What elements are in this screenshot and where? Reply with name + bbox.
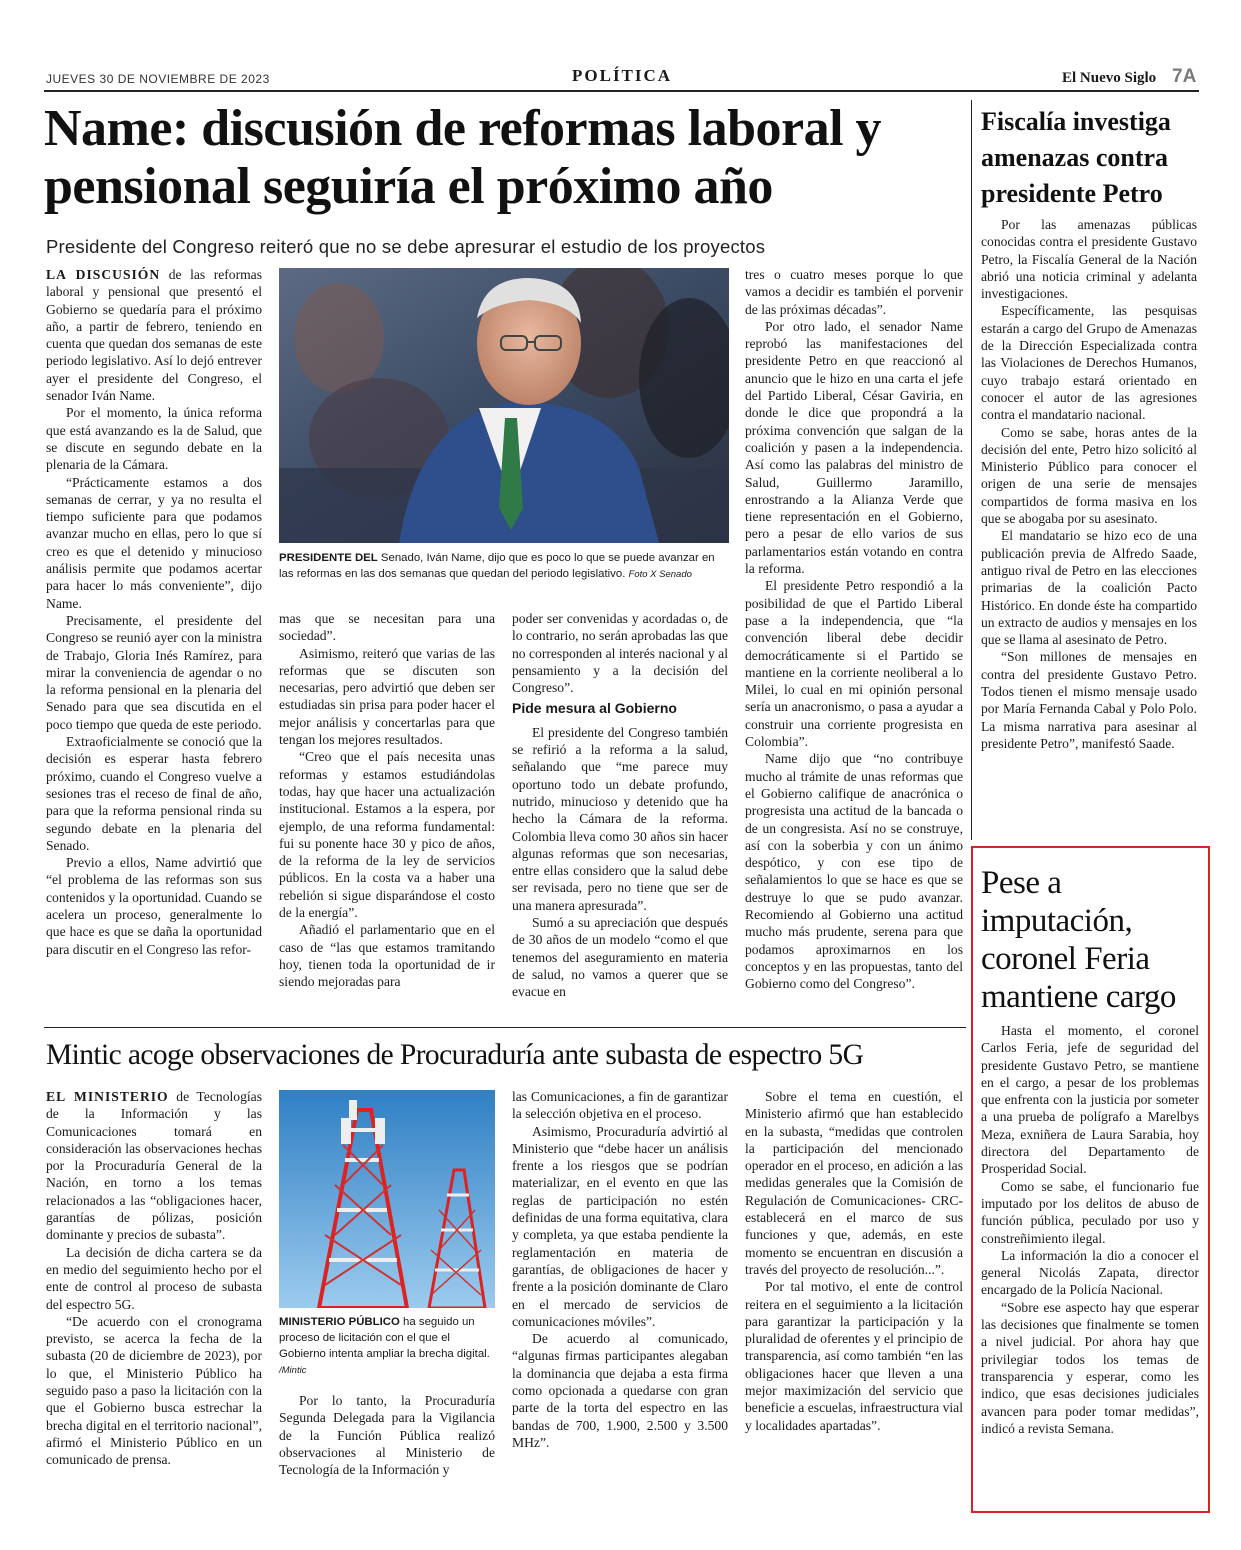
sidebar-p5: “Son millones de mensajes en contra del presidente Gustavo Petro. Todos tienen el mismo mensaje usado por María Fernanda Cabal y Polo Polo. La misma narrativa para asesinar al presidente Petro”, manifestó Saade.	[981, 649, 1197, 751]
second-col-2	[279, 1392, 495, 1512]
photo-credit: Foto X Senado	[628, 569, 692, 580]
main-col-1	[46, 266, 262, 1020]
header-rule	[44, 90, 1199, 92]
second-col-1	[46, 1088, 262, 1508]
caption-lead: PRESIDENTE DEL	[279, 552, 378, 564]
main-p4: Precisamente, el presidente del Congreso se reunió ayer con la ministra de Trabajo, Gloria Inés Ramírez, para mirar la conveniencia de agendar o no la reforma pensional en la plenaria del Senado para que sea discutida en el poco tiempo que queda de este periodo.	[46, 612, 262, 732]
main-crosshead: Pide mesura al Gobierno	[512, 700, 677, 717]
second-caption-lead: MINISTERIO PÚBLICO	[279, 1316, 400, 1328]
second-c3-p3: De acuerdo al comunicado, “algunas firmas participantes alegaban la dominancia que dejaba a esta firma como opcionada a quedarse con gran parte de la torta del espectro en las bandas de 700, 1.900, 2.500 y 3.500 MHz”.	[512, 1331, 728, 1450]
main-headline: Name: discusión de reformas laboral y pensional seguiría el próximo año	[44, 100, 882, 215]
sidebar-p1: Por las amenazas públicas conocidas contra el presidente Gustavo Petro, la Fiscalía General de la Nación abrió una noticia criminal y adelanta investigaciones.	[981, 217, 1197, 302]
section-title: POLÍTICA	[572, 66, 673, 85]
boxed-body	[981, 1022, 1199, 1504]
main-c2-p1: mas que se necesitan para una sociedad”.	[279, 611, 495, 644]
main-c3-p1: El presidente del Congreso también se refirió a la reforma a la salud, señalando que “me parece muy oportuno todo un debate profundo, nutrido, minucioso y detenido que ha hecho la Cámara de la reforma. Colombia lleva como 30 años sin hacer algunas reformas que son necesarias, entre ellas considero que la salud debe ser revisada, pero no tiene que ser de una manera apresurada”.	[512, 724, 728, 913]
sidebar-p4: El mandatario se hizo eco de una publicación previa de Alfredo Saade, antiguo rival de Petro en las elecciones primarias de la coalición Pacto Histórico. En donde éste ha compartido un extracto de audios y mensajes en los que se llama al asesinato de Petro.	[981, 528, 1197, 648]
sidebar-separator	[971, 100, 972, 840]
main-p6: Previo a ellos, Name advirtió que “el problema de las reformas son sus contenidos y la oportunidad. Cuando se acelera un proceso, generalmente lo que hace es que se daña la oportunidad para discutir en el Congreso las refor-	[46, 855, 262, 957]
main-c4-p4: Name dijo que “no contribuye mucho al trámite de unas reformas que el Gobierno califique de anacrónica o progresista una actitud de la bancada o de un congresista. Así no se construye, así con la soberbia y con un ánimo despótico, y con ese tipo de señalamientos lo que se hace es que se destruye lo que se pudo avanzar. Recomiendo al Gobierno una actitud mucho más prudente, serena para que podamos aproximarnos en los conceptos y en las propuestas, tanto del Gobierno como del Congreso”.	[745, 751, 963, 992]
sidebar-headline: Fiscalía investiga amenazas contra presidente Petro	[981, 107, 1171, 208]
main-c3-p0: poder ser convenidas y acordadas o, de lo contrario, no serán aprobadas las que no corresponden al interés nacional y al pensamiento y a la decisión del Congreso”.	[512, 611, 728, 696]
main-p2: Por el momento, la única reforma que está avanzando es la de Salud, que se discute en segundo debate en la plenaria de la Cámara.	[46, 405, 262, 473]
boxed-p2: Como se sabe, el funcionario fue imputado por los delitos de abuso de función pública, peculado por uso y constreñimiento ilegal.	[981, 1178, 1199, 1246]
second-c4-p2: Por tal motivo, el ente de control reitera en el seguimiento a la licitación para garantizar la participación y la pluralidad de oferentes y el principio de transparencia, así como también “en las obligaciones hacer que lleven a una mejor maximización del servicio que beneficie a escuelas, infraestructura vial y localidades apartadas”.	[745, 1279, 963, 1433]
second-lead-word: EL MINISTERIO	[46, 1089, 169, 1104]
second-c3-p2: Asimismo, Procuraduría advirtió al Ministerio que “debe hacer un análisis frente a los riesgos que se podrían materializar, en el evento en que las reglas de participación no estén definidas de una forma equitativa, clara y completa, ya que estaba pendiente la reglamentación en materia de garantías, de obligaciones de hacer y frente a la posición dominante de Claro en el mercado de servicios de comunicaciones móviles”.	[512, 1123, 728, 1329]
second-col-4	[745, 1088, 963, 1508]
second-caption-text: ha seguido un proceso de licitación con el que el Gobierno intenta ampliar la brecha digital.	[279, 1316, 490, 1360]
main-c3-p2: Sumó a su apreciación que después de 30 años de un modelo “como el que tenemos del aseguramiento en materia de salud, no vamos a querer que se evacue en	[512, 915, 728, 1000]
second-p1: de Tecnologías de la Información y las Comunicaciones tomará en consideración las observaciones hechas por la Procuraduría General de la Nación, en torno a los temas relacionados a las “obligaciones hacer, garantías de pólizas, posición dominante y precios de subasta”.	[46, 1089, 262, 1243]
main-c4-p3: El presidente Petro respondió a la posibilidad de que el Partido Liberal pase a la independencia, que “la convención liberal debe decidir democráticamente si el Partido se mantiene en la corriente neoliberal a lo Milei, lo cual en mi opinión personal sería un anacronismo, o pasa a ayudar a construir una corriente progresista en Colombia”.	[745, 578, 963, 750]
second-c4-p1: Sobre el tema en cuestión, el Ministerio afirmó que han establecido en la subasta, “medidas que controlen la participación del mencionado operador en el proceso, en adición a las medidas generales que la Comisión de Regulación de Comunicaciones- CRC- establecerá en el marco de sus funciones y que, además, en este momento se encuentran en discusión a través del proyecto de resolución...”.	[745, 1089, 963, 1277]
sidebar-body	[981, 216, 1197, 842]
main-lead-word: LA DISCUSIÓN	[46, 267, 161, 282]
main-photo	[279, 268, 729, 543]
page-date: JUEVES 30 DE NOVIEMBRE DE 2023	[46, 72, 270, 86]
second-photo	[279, 1090, 495, 1308]
second-c2-p1: Por lo tanto, la Procuraduría Segunda Delegada para la Vigilancia de la Función Pública realizó observaciones al Ministerio de Tecnología de la Información y	[279, 1393, 495, 1478]
main-c4-p1: tres o cuatro meses porque lo que vamos a decidir es también el porvenir de las próximas décadas”.	[745, 267, 963, 317]
main-col-3	[512, 610, 728, 1020]
boxed-headline: Pese a imputación, coronel Feria mantiene cargo	[981, 865, 1176, 1015]
second-col-3	[512, 1088, 728, 1508]
main-photo-caption	[279, 550, 729, 583]
main-p5: Extraoficialmente se conoció que la decisión es esperar hasta febrero próximo, cuando el Congreso vuelve a sesiones tras el receso de final de año, para que la reforma pensional rinda su segundo debate en la plenaria del Senado.	[46, 734, 262, 853]
boxed-p4: “Sobre ese aspecto hay que esperar las decisiones que finalmente se tomen a nivel judicial. Por ahora hay que privilegiar todos los temas de transparencia y esperar, como les indico, que esas decisiones judiciales avancen para poder tomar medidas”, indicó a revista Semana.	[981, 1299, 1199, 1436]
page-number: 7A	[1172, 66, 1197, 87]
senator-photo-illustration	[279, 268, 729, 543]
newspaper-brand: El Nuevo Siglo	[1062, 70, 1157, 86]
second-p2: La decisión de dicha cartera se da en medio del seguimiento hecho por el ente de control al proceso de subasta del espectro 5G.	[46, 1244, 262, 1312]
caption-text: Senado, Iván Name, dijo que es poco lo que se puede avanzar en las reformas en las dos semanas que quedan del periodo legislativo.	[279, 552, 715, 580]
main-c4-p2: Por otro lado, el senador Name reprobó las manifestaciones del presidente Petro en que reaccionó al anuncio que le hizo en una carta el jefe del Partido Liberal, César Gaviria, en donde le dice que propondrá a la próxima convención que salgan de la coalición y pasen a la independencia. Así como las palabras del ministro de Salud, Guillermo Jaramillo, enrostrando a la Alianza Verde que tiene representación en el Gobierno, pero a pesar de ello varios de sus parlamentarios están votando en contra la reforma.	[745, 318, 963, 577]
main-c2-p2: Asimismo, reiteró que varias de las reformas que se discuten son necesarias, pero advirtió que deben ser estudiadas sin prisa para poder hacer el mejor análisis y concertarlas para que tengan los mejores resultados.	[279, 645, 495, 748]
main-col-4	[745, 266, 963, 1020]
second-photo-caption	[279, 1314, 495, 1379]
second-headline: Mintic acoge observaciones de Procuraduría ante subasta de espectro 5G	[46, 1039, 864, 1071]
main-c2-p4: Añadió el parlamentario que en el caso de “las que estamos tramitando hoy, tienen toda la oportunidad de ir siendo mejoradas para	[279, 922, 495, 990]
main-p1: de las reformas laboral y pensional que presentó el Gobierno se quedaría para el próximo año, a partir de febrero, teniendo en cuenta que quedan dos semanas de este periodo legislativo. Así lo dejó entrever ayer el presidente del Congreso, el senador Iván Name.	[46, 267, 262, 404]
second-c3-p1: las Comunicaciones, a fin de garantizar la selección objetiva en el proceso.	[512, 1089, 728, 1122]
boxed-p3: La información la dio a conocer el general Nicolás Zapata, director encargado de la Policía Nacional.	[981, 1247, 1199, 1298]
boxed-p1: Hasta el momento, el coronel Carlos Feria, jefe de seguridad del presidente Gustavo Petro, se mantiene en el cargo, a pesar de los problemas que enfrenta con la justicia por someter a una prueba de polígrafo a Marelbys Meza, exniñera de Laura Sarabia, hoy directora del Departamento de Prosperidad Social.	[981, 1023, 1199, 1177]
antenna-tower-illustration	[279, 1090, 495, 1308]
second-p3: “De acuerdo con el cronograma previsto, se acerca la fecha de la subasta (20 de diciembre de 2023), por lo que, el Ministerio Público ha seguido paso a paso la licitación con la que el Gobierno busca estrechar la brecha digital en el territorio nacional”, afirmó el Ministerio Público en un comunicado de prensa.	[46, 1313, 262, 1468]
sidebar-p2: Específicamente, las pesquisas estarán a cargo del Grupo de Amenazas de la Dirección Especializada contra las Violaciones de Derechos Humanos, cuyo trabajo estará orientado en conocer el autor de las agresiones contra el mandatario nacional.	[981, 303, 1197, 423]
main-bottom-rule	[44, 1027, 966, 1028]
main-p3: “Prácticamente estamos a dos semanas de cerrar, y ya no resulta el tiempo suficiente para que podamos avanzar mucho en ellas, pero lo que sí creo es que el detenido y minucioso análisis permite que podamos acertar para hacer lo más conveniente”, dijo Name.	[46, 474, 262, 611]
main-col-2	[279, 610, 495, 1020]
second-photo-credit: /Mintic	[279, 1365, 307, 1376]
main-c2-p3: “Creo que el país necesita unas reformas y estamos estudiándolas todas, hay que hacer una actualización institucional. Estamos a la espera, por ejemplo, de una reforma fundamental: fui su ponente hace 30 y pico de años, de la reforma de la ley de servicios públicos. En la costa va a haber una rebelión si sigue disparándose el costo de la energía”.	[279, 749, 495, 921]
main-subhead: Presidente del Congreso reiteró que no se debe apresurar el estudio de los proyectos	[46, 236, 766, 257]
sidebar-p3: Como se sabe, horas antes de la decisión del ente, Petro hizo solicitó al Ministerio Público para conocer el origen de una serie de mensajes compartidos de forma masiva en los que se abogaba por su asesinato.	[981, 424, 1197, 527]
